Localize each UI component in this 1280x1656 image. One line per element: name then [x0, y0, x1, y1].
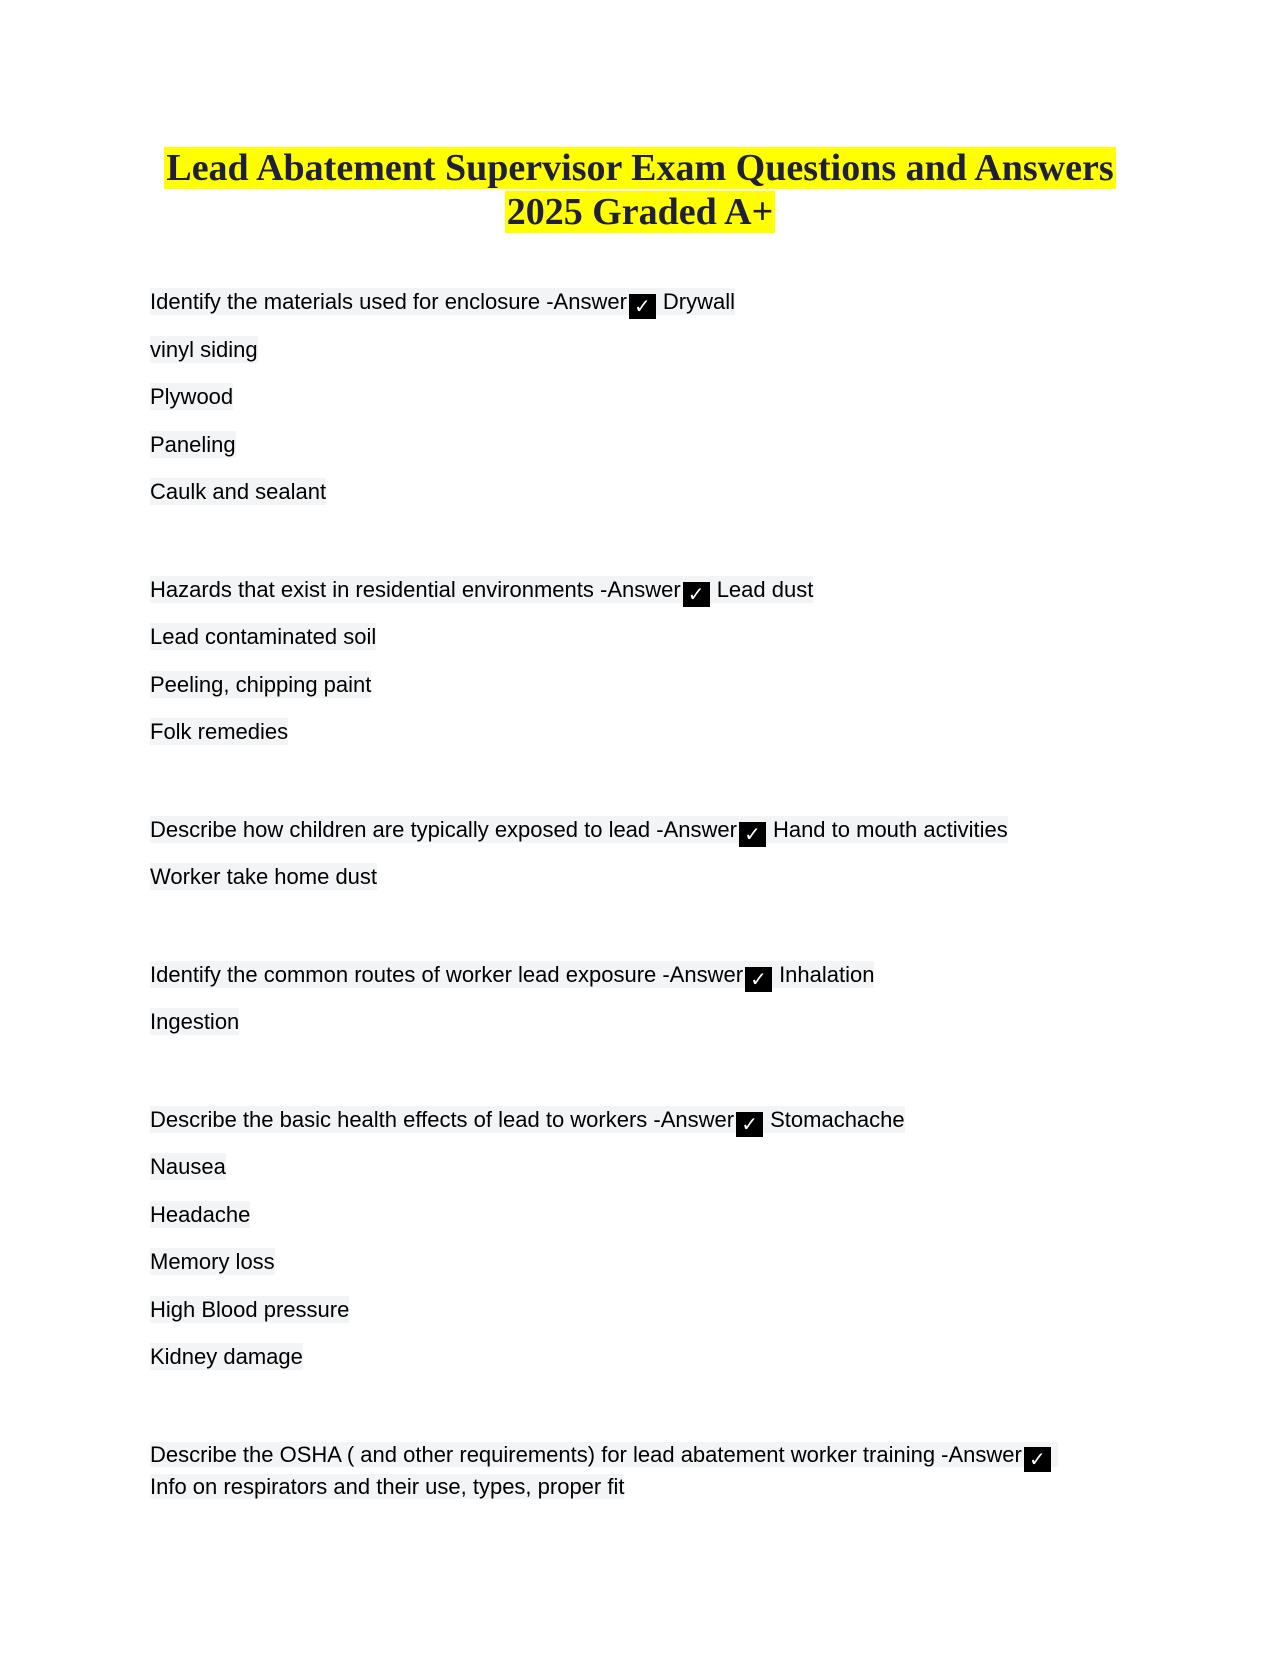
answer-text: Plywood [150, 384, 234, 409]
qa-item [150, 815, 1150, 910]
answer-text: Stomachache [770, 1106, 905, 1132]
question-text: Describe how children are typically exposed to lead -Answer [150, 816, 737, 842]
answer-text: Worker take home dust [150, 864, 378, 889]
qa-item [150, 575, 1150, 765]
question-line [150, 575, 1150, 623]
checkmark-icon: ✓ [736, 1112, 763, 1137]
question-line [150, 287, 1150, 335]
answer-text: Lead dust [716, 576, 814, 602]
qa-item [150, 1440, 1150, 1502]
question-text: Describe the OSHA ( and other requirements) for lead abatement worker training -Answer [150, 1441, 1022, 1467]
question-text: Identify the materials used for enclosure -Answer [150, 289, 627, 314]
answer-line [150, 477, 1150, 525]
answer-text: Memory loss [150, 1249, 275, 1274]
checkmark-icon: ✓ [1024, 1447, 1051, 1472]
answer-line [150, 1007, 1150, 1055]
checkmark-icon: ✓ [629, 294, 656, 319]
answer-text: Headache [150, 1201, 251, 1227]
answer-text: Paneling [150, 431, 236, 457]
answer-line [150, 862, 1150, 910]
qa-item [150, 287, 1150, 525]
checkmark-icon: ✓ [745, 967, 772, 992]
qa-item [150, 1105, 1150, 1390]
checkmark-icon: ✓ [683, 582, 710, 607]
answer-text: Nausea [150, 1154, 226, 1179]
answer-line [150, 622, 1150, 670]
question-text: Describe the basic health effects of lead to workers -Answer [150, 1106, 735, 1132]
answer-text: vinyl siding [150, 336, 258, 362]
document-title-text: Lead Abatement Supervisor Exam Questions and Answers 2025 Graded A+ [166, 147, 1114, 233]
answer-line [150, 382, 1150, 430]
checkmark-icon: ✓ [739, 822, 766, 847]
answer-line [150, 1152, 1150, 1200]
answer-line [150, 1247, 1150, 1295]
answer-text: Drywall [662, 289, 736, 314]
question-line [150, 1105, 1150, 1153]
answer-text: High Blood pressure [150, 1296, 350, 1322]
answer-line [150, 430, 1150, 478]
answer-line [150, 670, 1150, 718]
answer-line [150, 1342, 1150, 1390]
question-line [150, 960, 1150, 1008]
answer-line [150, 335, 1150, 383]
answer-text: Ingestion [150, 1009, 240, 1034]
answer-text: Caulk and sealant [150, 479, 327, 504]
question-line [150, 815, 1150, 863]
answer-text: Info on respirators and their use, types, proper fit [150, 1473, 625, 1499]
answer-text: Lead contaminated soil [150, 624, 377, 649]
question-line [150, 1440, 1150, 1502]
question-text: Identify the common routes of worker lead exposure -Answer [150, 961, 744, 987]
answer-text: Folk remedies [150, 719, 289, 744]
answer-text: Peeling, chipping paint [150, 671, 372, 697]
document-title [150, 146, 1130, 234]
answer-text: Inhalation [779, 961, 875, 987]
answer-line [150, 717, 1150, 765]
answer-line [150, 1295, 1150, 1343]
answer-line [150, 1200, 1150, 1248]
qa-item [150, 960, 1150, 1055]
qa-list [150, 287, 1150, 1552]
answer-text: Kidney damage [150, 1344, 303, 1369]
answer-text: Hand to mouth activities [772, 816, 1008, 842]
question-text: Hazards that exist in residential environments -Answer [150, 576, 681, 602]
